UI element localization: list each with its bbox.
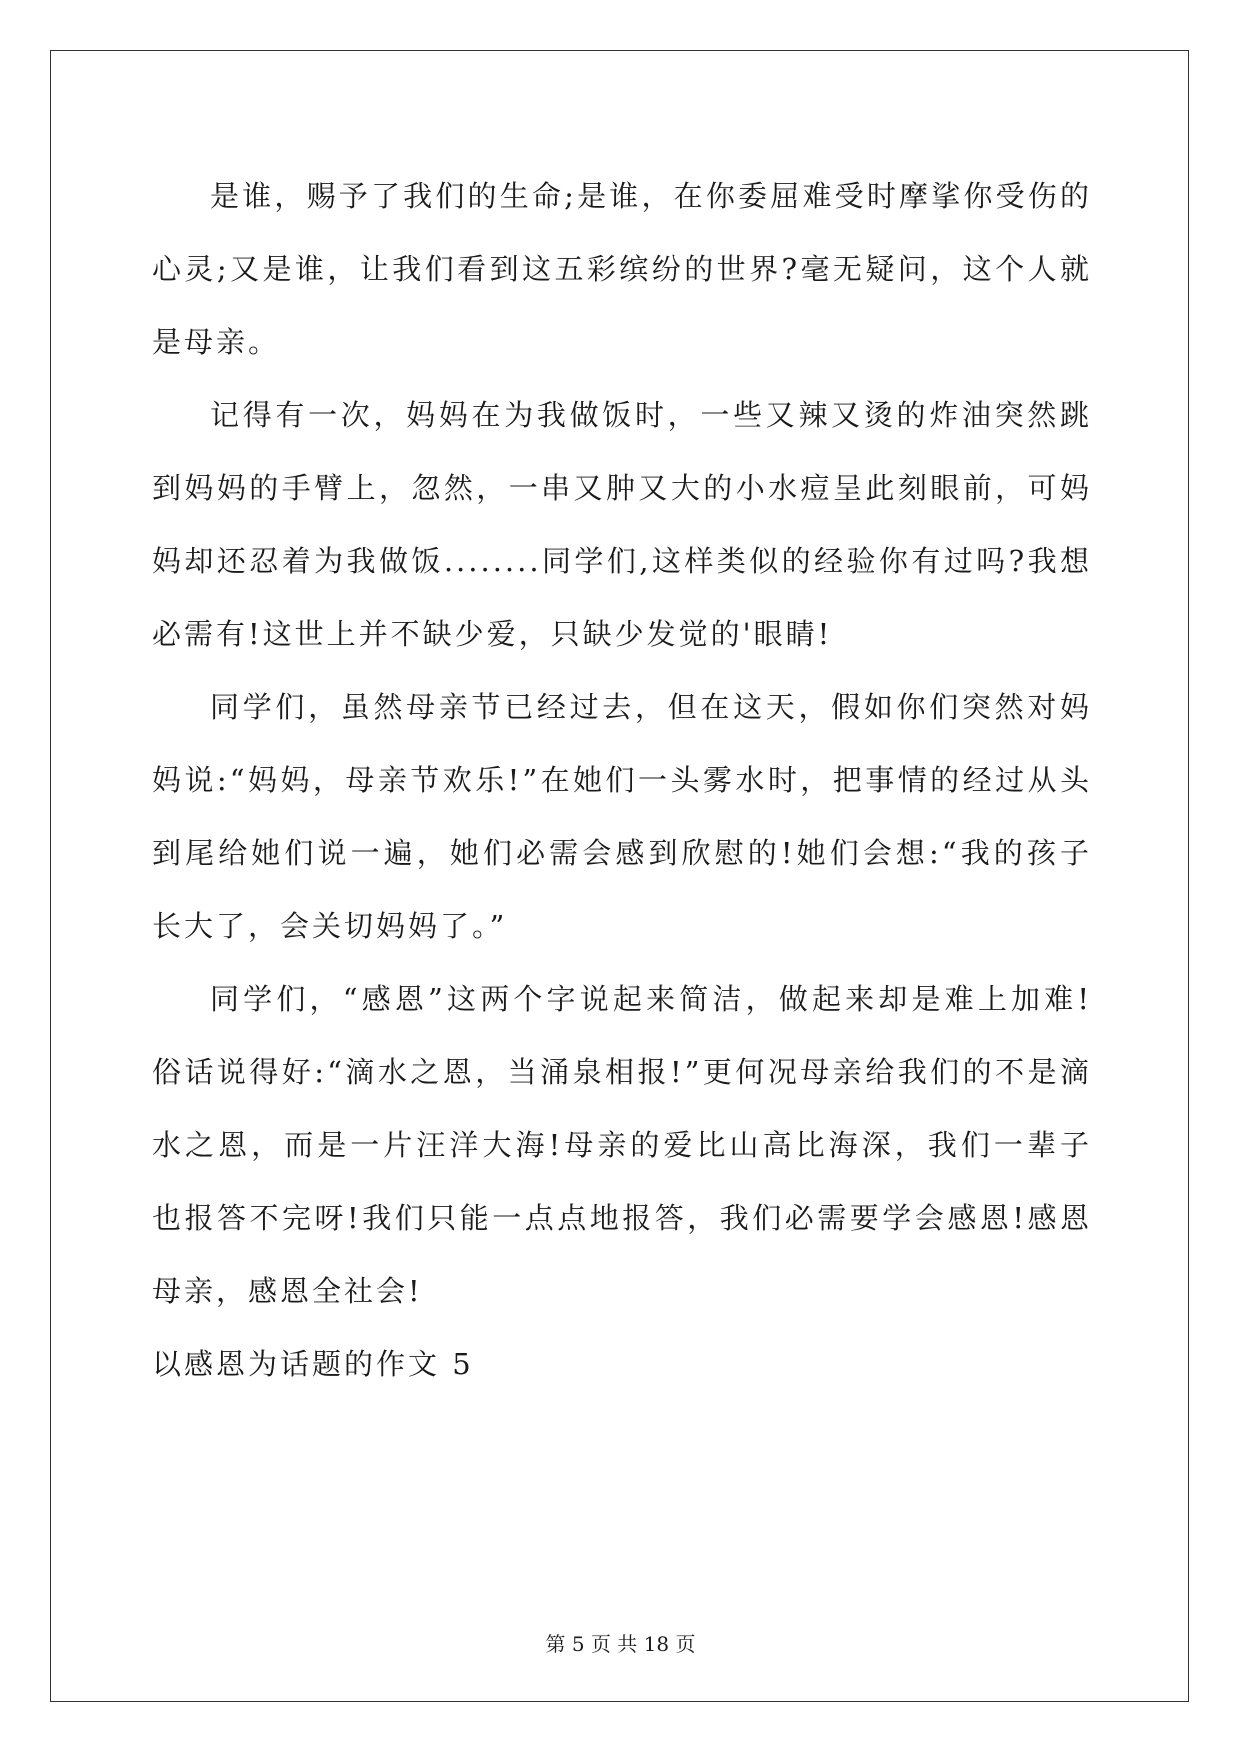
section-heading: 以感恩为话题的作文 5: [152, 1347, 474, 1381]
paragraph-1: 是谁，赐予了我们的生命;是谁，在你委屈难受时摩挲你受伤的心灵;又是谁，让我们看到这五彩缤纷的世界?毫无疑问，这个人就是母亲。: [152, 179, 1092, 359]
paragraph-4: 同学们，“感恩”这两个字说起来简洁，做起来却是难上加难!俗话说得好:“滴水之恩，当涌泉相报!”更何况母亲给我们的不是滴水之恩，而是一片汪洋大海!母亲的爱比山高比海深，我们一辈子也报答不完呀!我们只能一点点地报答，我们必需要学会感恩!感恩母亲，感恩全社会!: [152, 982, 1092, 1308]
paragraph-2: 记得有一次，妈妈在为我做饭时，一些又辣又烫的炸油突然跳到妈妈的手臂上，忽然，一串又肿又大的小水痘呈此刻眼前，可妈妈却还忍着为我做饭........同学们,这样类似的经验你有过吗?我想必需有!这世上并不缺少爱，只缺少发觉的'眼睛!: [152, 398, 1092, 651]
document-body: [152, 160, 1092, 1401]
paragraph-3: 同学们，虽然母亲节已经过去，但在这天，假如你们突然对妈妈说:“妈妈，母亲节欢乐!”在她们一头雾水时，把事情的经过从头到尾给她们说一遍，她们必需会感到欣慰的!她们会想:“我的孩子长大了，会关切妈妈了。”: [152, 690, 1092, 943]
page-number-footer: 第 5 页 共 18 页: [545, 1632, 696, 1656]
